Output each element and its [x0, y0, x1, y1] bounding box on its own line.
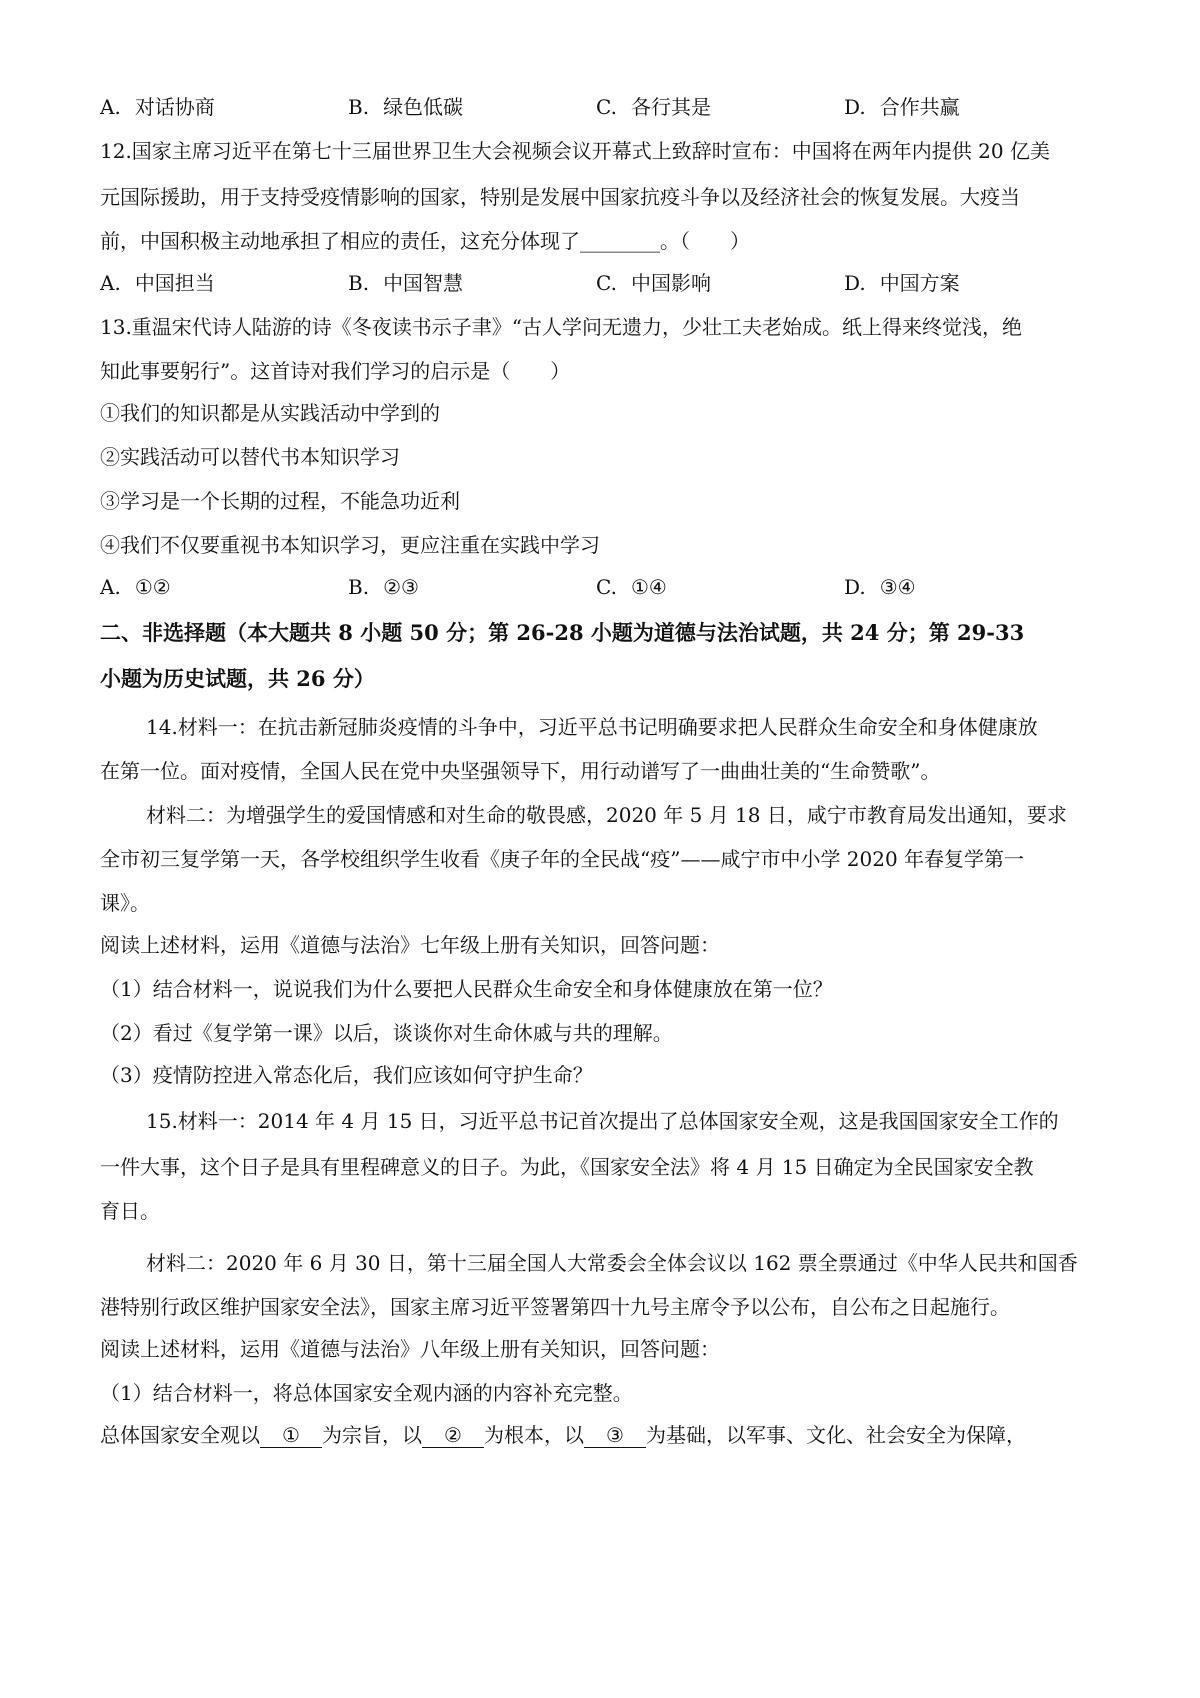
- q12-stem-line: 12.国家主席习近平在第七十三届世界卫生大会视频会议开幕式上致辞时宣布：中国将在两年内提供 20 亿美: [100, 139, 1050, 163]
- q11-option-a: A. 对话协商: [100, 95, 215, 119]
- q14-material1-line: 14.材料一：在抗击新冠肺炎疫情的斗争中，习近平总书记明确要求把人民群众生命安全和身体健康放: [146, 715, 1038, 739]
- q15-material2-line: 材料二：2020 年 6 月 30 日，第十三届全国人大常委会全体会议以 162 票全票通过《中华人民共和国香: [146, 1251, 1078, 1275]
- q14-prompt: 阅读上述材料，运用《道德与法治》七年级上册有关知识，回答问题：: [100, 933, 720, 957]
- q15-prompt: 阅读上述材料，运用《道德与法治》八年级上册有关知识，回答问题：: [100, 1337, 720, 1361]
- q13-option-b: B. ②③: [348, 575, 419, 599]
- q12-options: [100, 268, 1110, 298]
- q14-question: （3）疫情防控进入常态化后，我们应该如何守护生命？: [100, 1063, 593, 1087]
- q15-material2-line: 港特别行政区维护国家安全法》，国家主席习近平签署第四十九号主席令予以公布，自公布之日起施行。: [100, 1295, 1010, 1319]
- q12-stem-line: 前，中国积极主动地承担了相应的责任，这充分体现了________。（ ）: [100, 229, 750, 253]
- q11-option-d: D. 合作共赢: [844, 95, 960, 119]
- q13-options: [100, 572, 1110, 602]
- q13-option-d: D. ③④: [844, 575, 916, 599]
- q13-option-c: C. ①④: [596, 575, 667, 599]
- q13-option-a: A. ①②: [100, 575, 171, 599]
- q12-option-b: B. 中国智慧: [348, 271, 464, 295]
- section-heading: 二、非选择题（本大题共 8 小题 50 分；第 26-28 小题为道德与法治试题，共 24 分；第 29-33: [100, 620, 1025, 645]
- q14-question: （2）看过《复学第一课》以后，谈谈你对生命休戚与共的理解。: [100, 1021, 673, 1045]
- q15-fill-line: 总体国家安全观以 ① 为宗旨，以 ② 为根本，以 ③ 为基础，以军事、文化、社会安全为保障，: [100, 1423, 1026, 1447]
- q12-option-a: A. 中国担当: [100, 271, 215, 295]
- q13-stem-line: 知此事要躬行”。这首诗对我们学习的启示是（ ）: [100, 359, 571, 383]
- fill-blank-3: ③: [584, 1423, 646, 1448]
- q15-material1-line: 一件大事，这个日子是具有里程碑意义的日子。为此，《国家安全法》将 4 月 15 日确定为全民国家安全教: [100, 1155, 1034, 1179]
- q12-stem-line: 元国际援助，用于支持受疫情影响的国家，特别是发展中国家抗疫斗争以及经济社会的恢复发展。大疫当: [100, 185, 1020, 209]
- fill-blank-1: ①: [260, 1423, 322, 1448]
- q13-item: ④我们不仅要重视书本知识学习，更应注重在实践中学习: [100, 533, 600, 557]
- section-heading: 小题为历史试题，共 26 分）: [100, 666, 375, 691]
- q14-material1-line: 在第一位。面对疫情，全国人民在党中央坚强领导下，用行动谱写了一曲曲壮美的“生命赞歌”。: [100, 759, 941, 783]
- q15-material1-line: 育日。: [100, 1199, 160, 1223]
- q15-material1-line: 15.材料一：2014 年 4 月 15 日，习近平总书记首次提出了总体国家安全观，这是我国国家安全工作的: [146, 1109, 1059, 1133]
- q12-option-d: D. 中国方案: [844, 271, 960, 295]
- q15-question: （1）结合材料一，将总体国家安全观内涵的内容补充完整。: [100, 1381, 633, 1405]
- q14-material2-line: 课》。: [100, 891, 150, 915]
- q11-option-c: C. 各行其是: [596, 95, 711, 119]
- q14-material2-line: 全市初三复学第一天，各学校组织学生收看《庚子年的全民战“疫”——咸宁市中小学 2020 年春复学第一: [100, 847, 1025, 871]
- q14-material2-line: 材料二：为增强学生的爱国情感和对生命的敬畏感，2020 年 5 月 18 日，咸宁市教育局发出通知，要求: [146, 803, 1067, 827]
- q13-item: ③学习是一个长期的过程，不能急功近利: [100, 489, 460, 513]
- q13-item: ①我们的知识都是从实践活动中学到的: [100, 401, 440, 425]
- q12-option-c: C. 中国影响: [596, 271, 711, 295]
- fill-blank-2: ②: [422, 1423, 484, 1448]
- q11-options: [100, 92, 1110, 122]
- q13-item: ②实践活动可以替代书本知识学习: [100, 445, 400, 469]
- q11-option-b: B. 绿色低碳: [348, 95, 464, 119]
- q14-question: （1）结合材料一，说说我们为什么要把人民群众生命安全和身体健康放在第一位？: [100, 977, 833, 1001]
- q13-stem-line: 13.重温宋代诗人陆游的诗《冬夜读书示子聿》“古人学问无遗力，少壮工夫老始成。纸上得来终觉浅，绝: [100, 315, 1023, 339]
